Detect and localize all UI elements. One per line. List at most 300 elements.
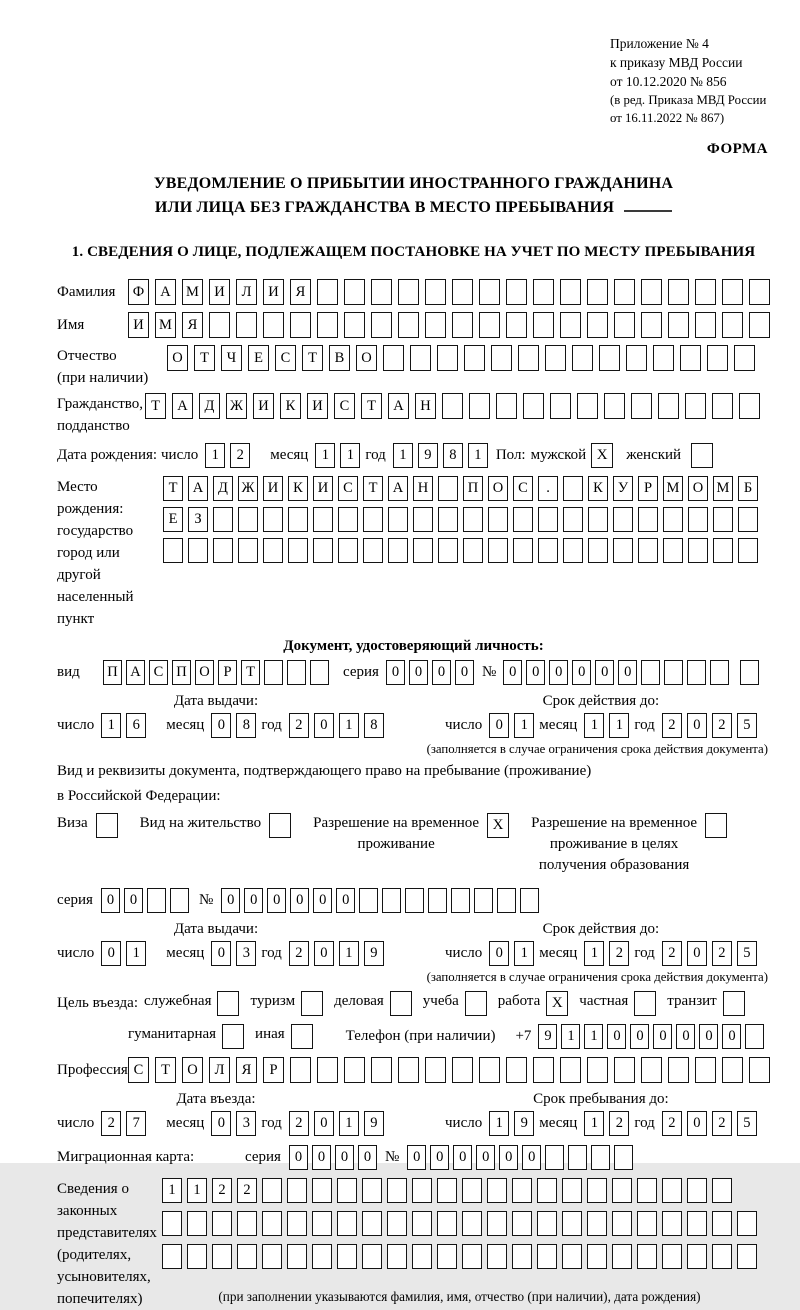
- option-checkbox[interactable]: [291, 1024, 313, 1049]
- char-cell[interactable]: [362, 1178, 382, 1203]
- char-cell[interactable]: [479, 312, 500, 338]
- char-cell[interactable]: [452, 312, 473, 338]
- char-cell[interactable]: И: [313, 476, 333, 501]
- char-cell[interactable]: 5: [737, 1111, 757, 1136]
- char-cell[interactable]: А: [155, 279, 176, 305]
- char-cell[interactable]: [749, 279, 770, 305]
- char-cell[interactable]: [563, 476, 583, 501]
- sex-male-checkbox[interactable]: X: [591, 443, 613, 468]
- char-cell[interactable]: [572, 345, 593, 371]
- char-cell[interactable]: 2: [712, 713, 732, 738]
- char-cell[interactable]: [688, 507, 708, 532]
- char-cell[interactable]: 1: [339, 941, 359, 966]
- char-cell[interactable]: [412, 1178, 432, 1203]
- char-cell[interactable]: [474, 888, 493, 913]
- char-cell[interactable]: 1: [561, 1024, 580, 1049]
- char-cell[interactable]: 0: [211, 941, 231, 966]
- char-cell[interactable]: Р: [263, 1057, 284, 1083]
- char-cell[interactable]: 0: [211, 713, 231, 738]
- char-cell[interactable]: 1: [339, 713, 359, 738]
- char-cell[interactable]: Н: [413, 476, 433, 501]
- char-cell[interactable]: [496, 393, 517, 419]
- char-cell[interactable]: [587, 1211, 607, 1236]
- char-cell[interactable]: 9: [418, 443, 438, 468]
- char-cell[interactable]: 1: [101, 713, 121, 738]
- char-cell[interactable]: П: [463, 476, 483, 501]
- char-cell[interactable]: [658, 393, 679, 419]
- char-cell[interactable]: [437, 1244, 457, 1269]
- char-cell[interactable]: 0: [244, 888, 263, 913]
- char-cell[interactable]: [668, 312, 689, 338]
- char-cell[interactable]: [712, 1178, 732, 1203]
- char-cell[interactable]: 6: [126, 713, 146, 738]
- char-cell[interactable]: [560, 312, 581, 338]
- char-cell[interactable]: [479, 279, 500, 305]
- char-cell[interactable]: [518, 345, 539, 371]
- char-cell[interactable]: [663, 507, 683, 532]
- option-checkbox[interactable]: [269, 813, 291, 838]
- char-cell[interactable]: [687, 1244, 707, 1269]
- char-cell[interactable]: [438, 538, 458, 563]
- char-cell[interactable]: [312, 1244, 332, 1269]
- char-cell[interactable]: К: [588, 476, 608, 501]
- char-cell[interactable]: 0: [722, 1024, 741, 1049]
- char-cell[interactable]: [469, 393, 490, 419]
- char-cell[interactable]: [371, 279, 392, 305]
- char-cell[interactable]: 1: [609, 713, 629, 738]
- char-cell[interactable]: [344, 312, 365, 338]
- char-cell[interactable]: [451, 888, 470, 913]
- char-cell[interactable]: [463, 507, 483, 532]
- char-cell[interactable]: Т: [302, 345, 323, 371]
- char-cell[interactable]: [287, 1211, 307, 1236]
- char-cell[interactable]: В: [329, 345, 350, 371]
- char-cell[interactable]: 2: [237, 1178, 257, 1203]
- char-cell[interactable]: 0: [314, 941, 334, 966]
- char-cell[interactable]: [562, 1244, 582, 1269]
- char-cell[interactable]: [437, 345, 458, 371]
- char-cell[interactable]: 0: [430, 1145, 449, 1170]
- char-cell[interactable]: 0: [453, 1145, 472, 1170]
- char-cell[interactable]: [537, 1244, 557, 1269]
- char-cell[interactable]: [363, 538, 383, 563]
- char-cell[interactable]: М: [663, 476, 683, 501]
- char-cell[interactable]: [187, 1211, 207, 1236]
- char-cell[interactable]: [188, 538, 208, 563]
- char-cell[interactable]: М: [155, 312, 176, 338]
- char-cell[interactable]: [437, 1178, 457, 1203]
- char-cell[interactable]: [263, 507, 283, 532]
- char-cell[interactable]: 0: [289, 1145, 308, 1170]
- char-cell[interactable]: 0: [221, 888, 240, 913]
- char-cell[interactable]: А: [388, 393, 409, 419]
- char-cell[interactable]: 1: [340, 443, 360, 468]
- char-cell[interactable]: [568, 1145, 587, 1170]
- char-cell[interactable]: 2: [212, 1178, 232, 1203]
- char-cell[interactable]: [287, 1178, 307, 1203]
- char-cell[interactable]: [537, 1178, 557, 1203]
- char-cell[interactable]: 0: [687, 713, 707, 738]
- char-cell[interactable]: 0: [653, 1024, 672, 1049]
- char-cell[interactable]: [722, 312, 743, 338]
- char-cell[interactable]: [405, 888, 424, 913]
- char-cell[interactable]: [637, 1178, 657, 1203]
- char-cell[interactable]: П: [172, 660, 191, 685]
- char-cell[interactable]: [497, 888, 516, 913]
- char-cell[interactable]: [560, 279, 581, 305]
- char-cell[interactable]: [587, 1178, 607, 1203]
- char-cell[interactable]: 0: [432, 660, 451, 685]
- char-cell[interactable]: [362, 1211, 382, 1236]
- char-cell[interactable]: [587, 279, 608, 305]
- option-checkbox[interactable]: [217, 991, 239, 1016]
- char-cell[interactable]: [612, 1178, 632, 1203]
- option-checkbox[interactable]: [390, 991, 412, 1016]
- char-cell[interactable]: [533, 279, 554, 305]
- char-cell[interactable]: А: [126, 660, 145, 685]
- char-cell[interactable]: О: [182, 1057, 203, 1083]
- char-cell[interactable]: [538, 538, 558, 563]
- char-cell[interactable]: [587, 312, 608, 338]
- char-cell[interactable]: [713, 538, 733, 563]
- char-cell[interactable]: [387, 1211, 407, 1236]
- char-cell[interactable]: .: [538, 476, 558, 501]
- char-cell[interactable]: [425, 1057, 446, 1083]
- option-checkbox[interactable]: X: [487, 813, 509, 838]
- char-cell[interactable]: 0: [549, 660, 568, 685]
- char-cell[interactable]: Т: [155, 1057, 176, 1083]
- char-cell[interactable]: [312, 1178, 332, 1203]
- char-cell[interactable]: 8: [364, 713, 384, 738]
- char-cell[interactable]: 0: [489, 941, 509, 966]
- char-cell[interactable]: 1: [126, 941, 146, 966]
- option-checkbox[interactable]: [96, 813, 118, 838]
- char-cell[interactable]: [626, 345, 647, 371]
- char-cell[interactable]: [337, 1178, 357, 1203]
- char-cell[interactable]: [317, 279, 338, 305]
- char-cell[interactable]: 9: [538, 1024, 557, 1049]
- char-cell[interactable]: [170, 888, 189, 913]
- char-cell[interactable]: 5: [737, 713, 757, 738]
- char-cell[interactable]: 0: [313, 888, 332, 913]
- char-cell[interactable]: 0: [499, 1145, 518, 1170]
- char-cell[interactable]: [162, 1244, 182, 1269]
- char-cell[interactable]: 1: [187, 1178, 207, 1203]
- char-cell[interactable]: [388, 507, 408, 532]
- char-cell[interactable]: [638, 538, 658, 563]
- char-cell[interactable]: [538, 507, 558, 532]
- char-cell[interactable]: [512, 1211, 532, 1236]
- char-cell[interactable]: Ф: [128, 279, 149, 305]
- char-cell[interactable]: [588, 507, 608, 532]
- char-cell[interactable]: [437, 1211, 457, 1236]
- char-cell[interactable]: [398, 1057, 419, 1083]
- char-cell[interactable]: 0: [522, 1145, 541, 1170]
- char-cell[interactable]: [209, 312, 230, 338]
- char-cell[interactable]: О: [167, 345, 188, 371]
- char-cell[interactable]: Я: [182, 312, 203, 338]
- char-cell[interactable]: 1: [468, 443, 488, 468]
- char-cell[interactable]: [513, 538, 533, 563]
- option-checkbox[interactable]: [634, 991, 656, 1016]
- char-cell[interactable]: [739, 393, 760, 419]
- char-cell[interactable]: 0: [607, 1024, 626, 1049]
- char-cell[interactable]: [738, 538, 758, 563]
- char-cell[interactable]: [337, 1244, 357, 1269]
- char-cell[interactable]: [641, 312, 662, 338]
- char-cell[interactable]: [438, 507, 458, 532]
- char-cell[interactable]: 1: [514, 713, 534, 738]
- char-cell[interactable]: О: [488, 476, 508, 501]
- char-cell[interactable]: [737, 1211, 757, 1236]
- char-cell[interactable]: 0: [699, 1024, 718, 1049]
- char-cell[interactable]: [695, 312, 716, 338]
- char-cell[interactable]: [413, 538, 433, 563]
- char-cell[interactable]: [722, 1057, 743, 1083]
- char-cell[interactable]: [560, 1057, 581, 1083]
- char-cell[interactable]: 2: [289, 941, 309, 966]
- char-cell[interactable]: [262, 1211, 282, 1236]
- char-cell[interactable]: [712, 393, 733, 419]
- char-cell[interactable]: Ж: [238, 476, 258, 501]
- char-cell[interactable]: 2: [609, 1111, 629, 1136]
- char-cell[interactable]: [213, 507, 233, 532]
- char-cell[interactable]: [637, 1211, 657, 1236]
- char-cell[interactable]: И: [263, 279, 284, 305]
- option-checkbox[interactable]: X: [546, 991, 568, 1016]
- char-cell[interactable]: 2: [662, 941, 682, 966]
- char-cell[interactable]: 1: [205, 443, 225, 468]
- char-cell[interactable]: [398, 312, 419, 338]
- char-cell[interactable]: [442, 393, 463, 419]
- char-cell[interactable]: Р: [638, 476, 658, 501]
- char-cell[interactable]: 2: [230, 443, 250, 468]
- char-cell[interactable]: [264, 660, 283, 685]
- char-cell[interactable]: [338, 507, 358, 532]
- char-cell[interactable]: С: [275, 345, 296, 371]
- char-cell[interactable]: 7: [126, 1111, 146, 1136]
- char-cell[interactable]: Т: [194, 345, 215, 371]
- char-cell[interactable]: 8: [443, 443, 463, 468]
- char-cell[interactable]: Б: [738, 476, 758, 501]
- char-cell[interactable]: 0: [267, 888, 286, 913]
- char-cell[interactable]: [687, 1211, 707, 1236]
- char-cell[interactable]: 1: [584, 1111, 604, 1136]
- char-cell[interactable]: [337, 1211, 357, 1236]
- char-cell[interactable]: [523, 393, 544, 419]
- char-cell[interactable]: [387, 1178, 407, 1203]
- char-cell[interactable]: [310, 660, 329, 685]
- char-cell[interactable]: [452, 279, 473, 305]
- char-cell[interactable]: [344, 1057, 365, 1083]
- char-cell[interactable]: [513, 507, 533, 532]
- char-cell[interactable]: Н: [415, 393, 436, 419]
- char-cell[interactable]: [613, 507, 633, 532]
- char-cell[interactable]: [371, 312, 392, 338]
- char-cell[interactable]: И: [253, 393, 274, 419]
- char-cell[interactable]: 9: [364, 941, 384, 966]
- char-cell[interactable]: 0: [312, 1145, 331, 1170]
- char-cell[interactable]: [687, 1178, 707, 1203]
- char-cell[interactable]: [687, 660, 706, 685]
- char-cell[interactable]: Д: [213, 476, 233, 501]
- char-cell[interactable]: [533, 312, 554, 338]
- char-cell[interactable]: И: [263, 476, 283, 501]
- char-cell[interactable]: [263, 538, 283, 563]
- char-cell[interactable]: [612, 1244, 632, 1269]
- char-cell[interactable]: [262, 1244, 282, 1269]
- char-cell[interactable]: [479, 1057, 500, 1083]
- char-cell[interactable]: [425, 279, 446, 305]
- char-cell[interactable]: 1: [584, 1024, 603, 1049]
- option-checkbox[interactable]: [222, 1024, 244, 1049]
- char-cell[interactable]: 0: [489, 713, 509, 738]
- char-cell[interactable]: [363, 507, 383, 532]
- char-cell[interactable]: [668, 279, 689, 305]
- char-cell[interactable]: [738, 507, 758, 532]
- char-cell[interactable]: [662, 1244, 682, 1269]
- char-cell[interactable]: [562, 1211, 582, 1236]
- char-cell[interactable]: [212, 1244, 232, 1269]
- char-cell[interactable]: 3: [236, 941, 256, 966]
- char-cell[interactable]: С: [128, 1057, 149, 1083]
- char-cell[interactable]: [685, 393, 706, 419]
- char-cell[interactable]: [713, 507, 733, 532]
- char-cell[interactable]: З: [188, 507, 208, 532]
- char-cell[interactable]: Л: [236, 279, 257, 305]
- char-cell[interactable]: [695, 279, 716, 305]
- char-cell[interactable]: [290, 1057, 311, 1083]
- char-cell[interactable]: [533, 1057, 554, 1083]
- char-cell[interactable]: [749, 1057, 770, 1083]
- char-cell[interactable]: [563, 538, 583, 563]
- char-cell[interactable]: П: [103, 660, 122, 685]
- char-cell[interactable]: А: [388, 476, 408, 501]
- option-checkbox[interactable]: [723, 991, 745, 1016]
- char-cell[interactable]: 1: [339, 1111, 359, 1136]
- char-cell[interactable]: [506, 1057, 527, 1083]
- char-cell[interactable]: [428, 888, 447, 913]
- char-cell[interactable]: 1: [584, 941, 604, 966]
- char-cell[interactable]: [487, 1211, 507, 1236]
- char-cell[interactable]: [362, 1244, 382, 1269]
- char-cell[interactable]: 0: [409, 660, 428, 685]
- char-cell[interactable]: Е: [163, 507, 183, 532]
- char-cell[interactable]: [412, 1244, 432, 1269]
- char-cell[interactable]: [236, 312, 257, 338]
- char-cell[interactable]: [238, 507, 258, 532]
- char-cell[interactable]: [668, 1057, 689, 1083]
- char-cell[interactable]: [359, 888, 378, 913]
- char-cell[interactable]: [740, 660, 759, 685]
- char-cell[interactable]: С: [149, 660, 168, 685]
- char-cell[interactable]: [463, 538, 483, 563]
- char-cell[interactable]: [641, 1057, 662, 1083]
- char-cell[interactable]: 0: [503, 660, 522, 685]
- char-cell[interactable]: [382, 888, 401, 913]
- char-cell[interactable]: [707, 345, 728, 371]
- char-cell[interactable]: [312, 1211, 332, 1236]
- char-cell[interactable]: [313, 538, 333, 563]
- char-cell[interactable]: [722, 279, 743, 305]
- option-checkbox[interactable]: [705, 813, 727, 838]
- char-cell[interactable]: [587, 1244, 607, 1269]
- char-cell[interactable]: [398, 279, 419, 305]
- char-cell[interactable]: У: [613, 476, 633, 501]
- char-cell[interactable]: [653, 345, 674, 371]
- char-cell[interactable]: [438, 476, 458, 501]
- char-cell[interactable]: С: [338, 476, 358, 501]
- char-cell[interactable]: 0: [211, 1111, 231, 1136]
- char-cell[interactable]: 2: [712, 1111, 732, 1136]
- char-cell[interactable]: [613, 538, 633, 563]
- char-cell[interactable]: 2: [712, 941, 732, 966]
- char-cell[interactable]: Т: [361, 393, 382, 419]
- char-cell[interactable]: [371, 1057, 392, 1083]
- char-cell[interactable]: 0: [124, 888, 143, 913]
- char-cell[interactable]: 3: [236, 1111, 256, 1136]
- char-cell[interactable]: К: [280, 393, 301, 419]
- char-cell[interactable]: [290, 312, 311, 338]
- char-cell[interactable]: [614, 1057, 635, 1083]
- char-cell[interactable]: 0: [314, 1111, 334, 1136]
- char-cell[interactable]: [287, 660, 306, 685]
- char-cell[interactable]: 2: [101, 1111, 121, 1136]
- char-cell[interactable]: [537, 1211, 557, 1236]
- char-cell[interactable]: [614, 312, 635, 338]
- char-cell[interactable]: [512, 1178, 532, 1203]
- char-cell[interactable]: [383, 345, 404, 371]
- char-cell[interactable]: 0: [101, 888, 120, 913]
- char-cell[interactable]: [577, 393, 598, 419]
- char-cell[interactable]: [614, 279, 635, 305]
- char-cell[interactable]: [313, 507, 333, 532]
- char-cell[interactable]: [344, 279, 365, 305]
- char-cell[interactable]: [506, 312, 527, 338]
- sex-female-checkbox[interactable]: [691, 443, 713, 468]
- char-cell[interactable]: С: [334, 393, 355, 419]
- char-cell[interactable]: 0: [572, 660, 591, 685]
- char-cell[interactable]: [237, 1244, 257, 1269]
- char-cell[interactable]: [599, 345, 620, 371]
- char-cell[interactable]: [491, 345, 512, 371]
- char-cell[interactable]: К: [288, 476, 308, 501]
- char-cell[interactable]: [506, 279, 527, 305]
- char-cell[interactable]: 2: [662, 1111, 682, 1136]
- char-cell[interactable]: 1: [514, 941, 534, 966]
- char-cell[interactable]: [512, 1244, 532, 1269]
- char-cell[interactable]: М: [713, 476, 733, 501]
- char-cell[interactable]: 0: [618, 660, 637, 685]
- char-cell[interactable]: [604, 393, 625, 419]
- char-cell[interactable]: 0: [687, 941, 707, 966]
- char-cell[interactable]: 0: [336, 888, 355, 913]
- char-cell[interactable]: 1: [584, 713, 604, 738]
- char-cell[interactable]: [488, 538, 508, 563]
- char-cell[interactable]: [614, 1145, 633, 1170]
- char-cell[interactable]: [413, 507, 433, 532]
- char-cell[interactable]: 1: [315, 443, 335, 468]
- char-cell[interactable]: [338, 538, 358, 563]
- char-cell[interactable]: [712, 1244, 732, 1269]
- char-cell[interactable]: 0: [455, 660, 474, 685]
- char-cell[interactable]: 1: [489, 1111, 509, 1136]
- char-cell[interactable]: А: [172, 393, 193, 419]
- char-cell[interactable]: [587, 1057, 608, 1083]
- char-cell[interactable]: [163, 538, 183, 563]
- char-cell[interactable]: [388, 538, 408, 563]
- char-cell[interactable]: [688, 538, 708, 563]
